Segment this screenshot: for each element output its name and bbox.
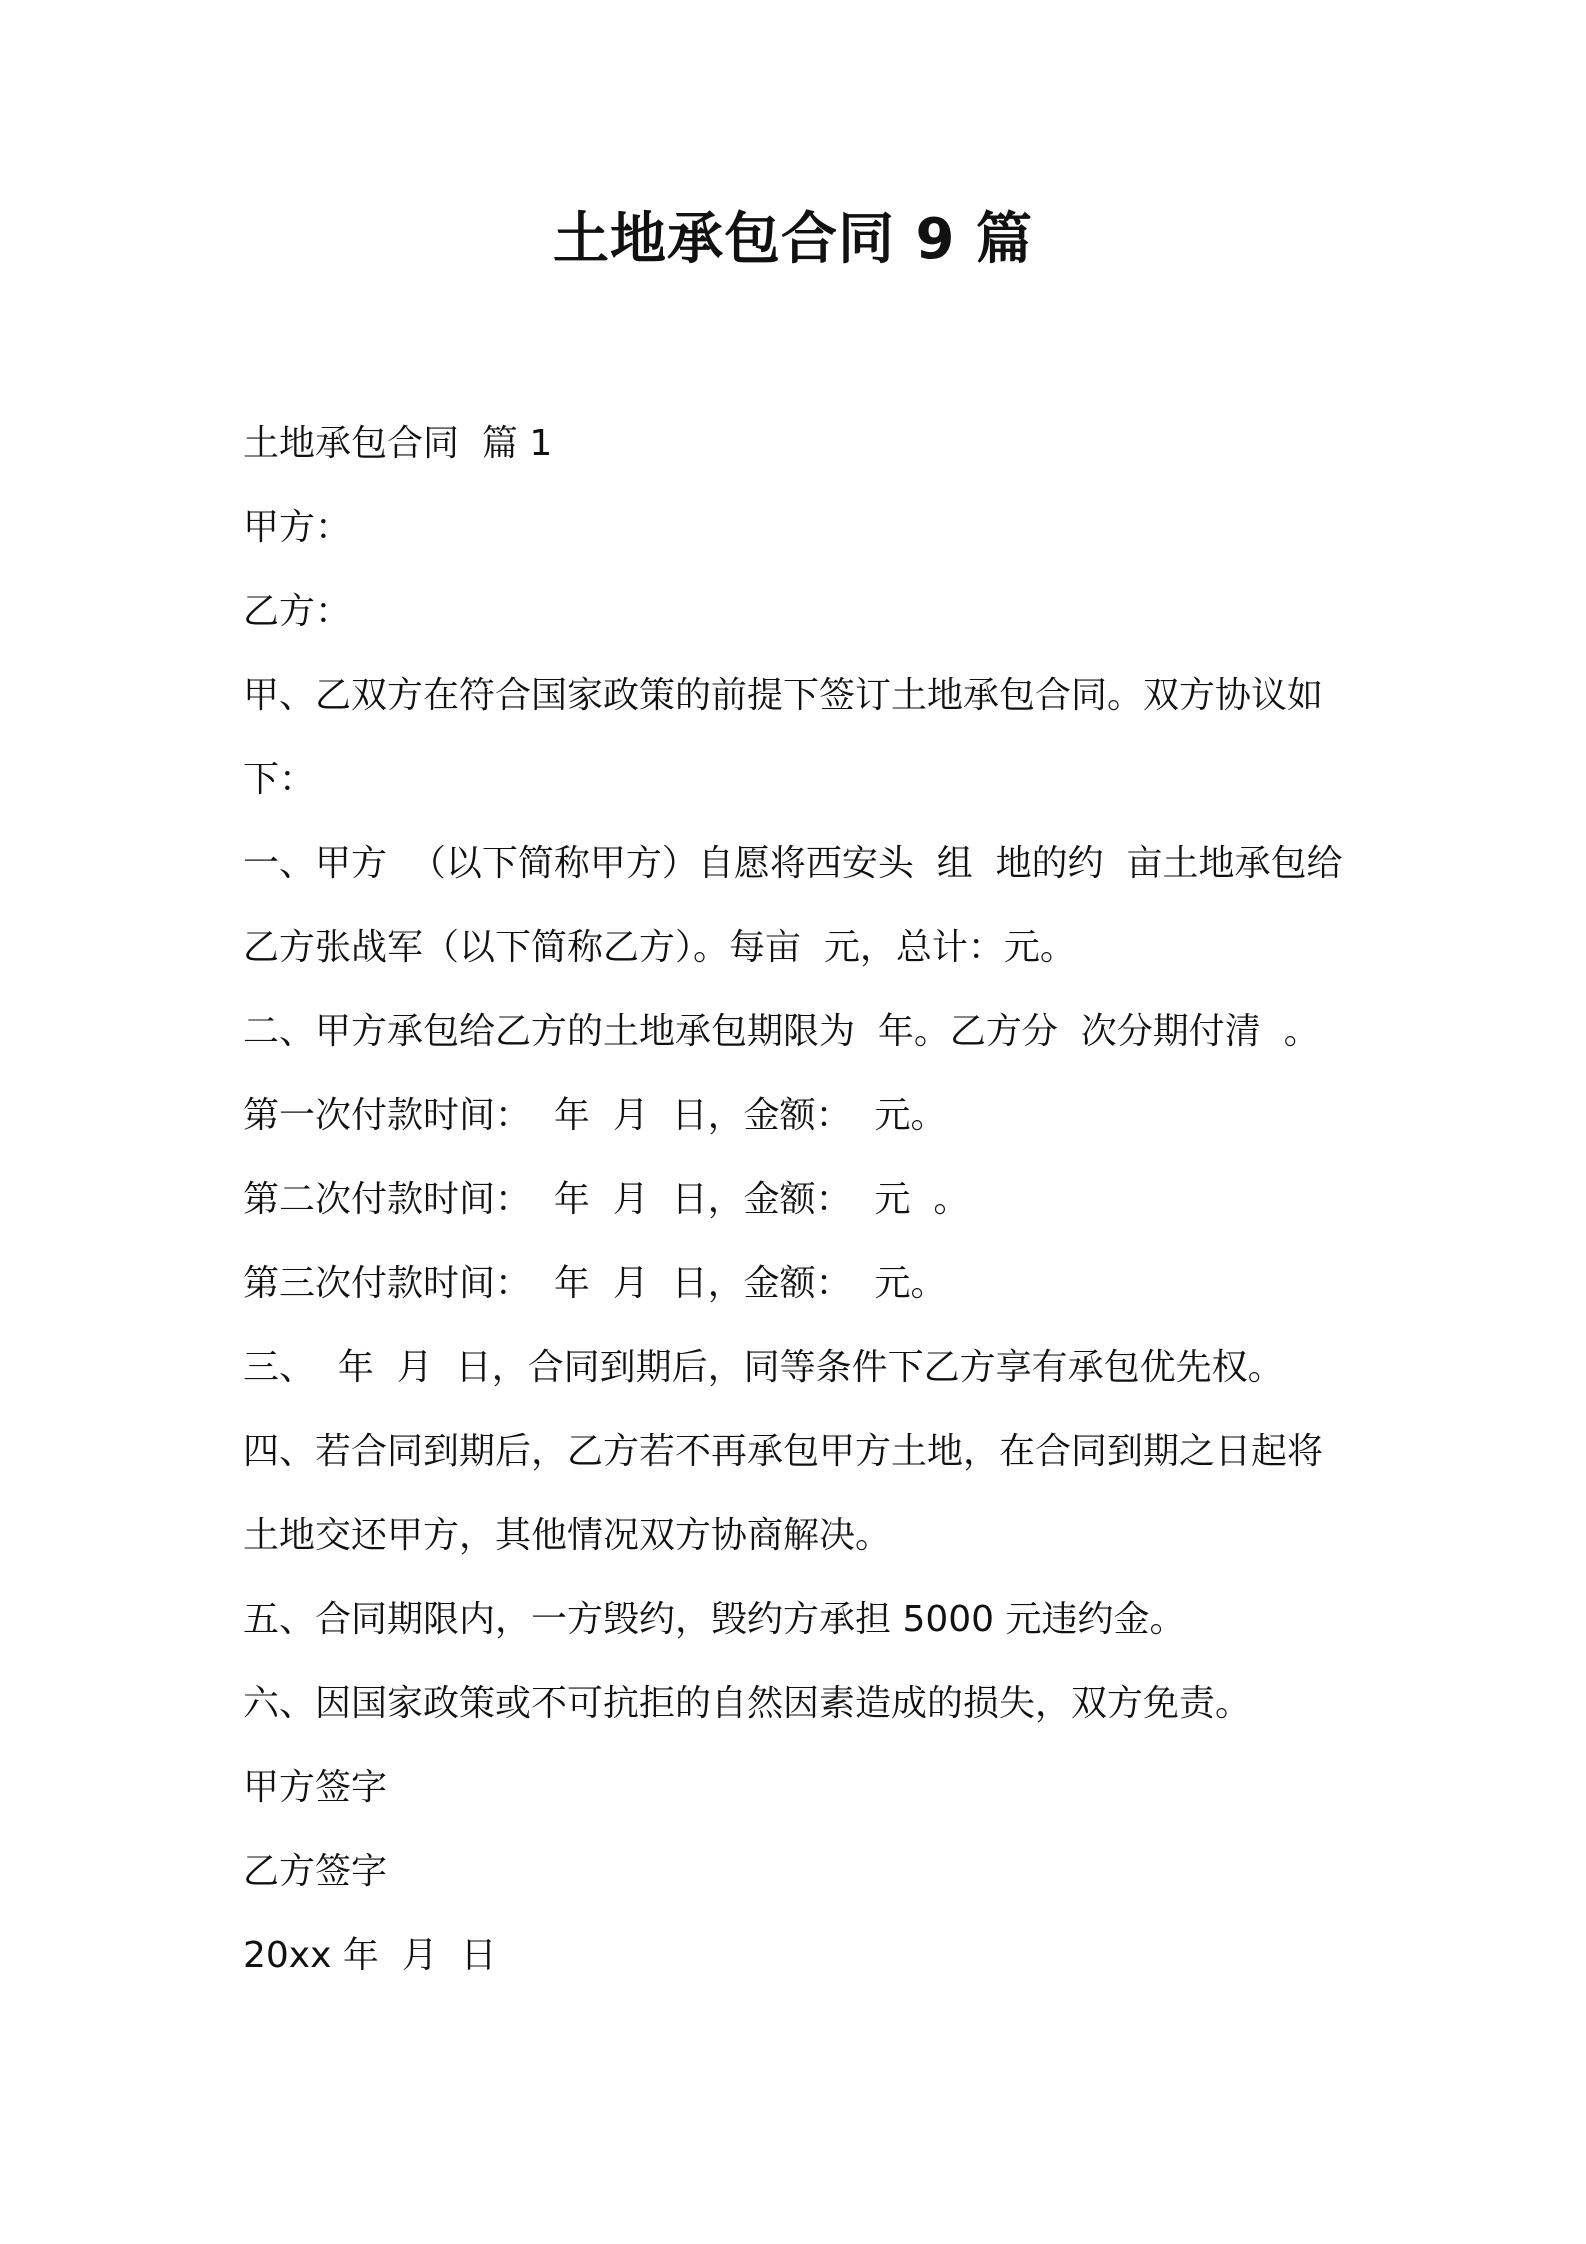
party-b-line: 乙方： <box>243 591 352 632</box>
party-b-signature-line: 乙方签字 <box>243 1851 388 1892</box>
payment-3-line: 第三次付款时间： 年 月 日，金额： 元。 <box>243 1263 947 1304</box>
payment-2-line: 第二次付款时间： 年 月 日，金额： 元 。 <box>243 1179 970 1220</box>
clause-3-line: 三、 年 月 日，合同到期后，同等条件下乙方享有承包优先权。 <box>243 1347 1284 1388</box>
section-heading: 土地承包合同 篇 1 <box>243 423 553 464</box>
clause-4-line-1: 四、若合同到期后，乙方若不再承包甲方土地，在合同到期之日起将 <box>243 1431 1324 1472</box>
clause-4-line-2: 土地交还甲方，其他情况双方协商解决。 <box>243 1515 892 1556</box>
clause-1-line-1: 一、甲方 （以下简称甲方）自愿将西安头 组 地的约 亩土地承包给 <box>243 843 1343 884</box>
clause-5-line: 五、合同期限内，一方毁约，毁约方承担 5000 元违约金。 <box>243 1599 1186 1640</box>
clause-1-line-2: 乙方张战军（以下简称乙方）。每亩 元，总计：元。 <box>243 927 1076 968</box>
intro-paragraph-line-2: 下： <box>243 759 316 800</box>
clause-2-line: 二、甲方承包给乙方的土地承包期限为 年。乙方分 次分期付清 。 <box>243 1011 1320 1052</box>
intro-paragraph-line-1: 甲、乙双方在符合国家政策的前提下签订土地承包合同。双方协议如 <box>243 675 1324 716</box>
party-a-signature-line: 甲方签字 <box>243 1767 388 1808</box>
date-line: 20xx 年 月 日 <box>243 1935 497 1976</box>
payment-1-line: 第一次付款时间： 年 月 日，金额： 元。 <box>243 1095 947 1136</box>
clause-6-line: 六、因国家政策或不可抗拒的自然因素造成的损失，双方免责。 <box>243 1683 1252 1724</box>
party-a-line: 甲方： <box>243 507 352 548</box>
document-body <box>243 402 1363 1998</box>
document-title: 土地承包合同 9 篇 <box>553 207 1033 272</box>
